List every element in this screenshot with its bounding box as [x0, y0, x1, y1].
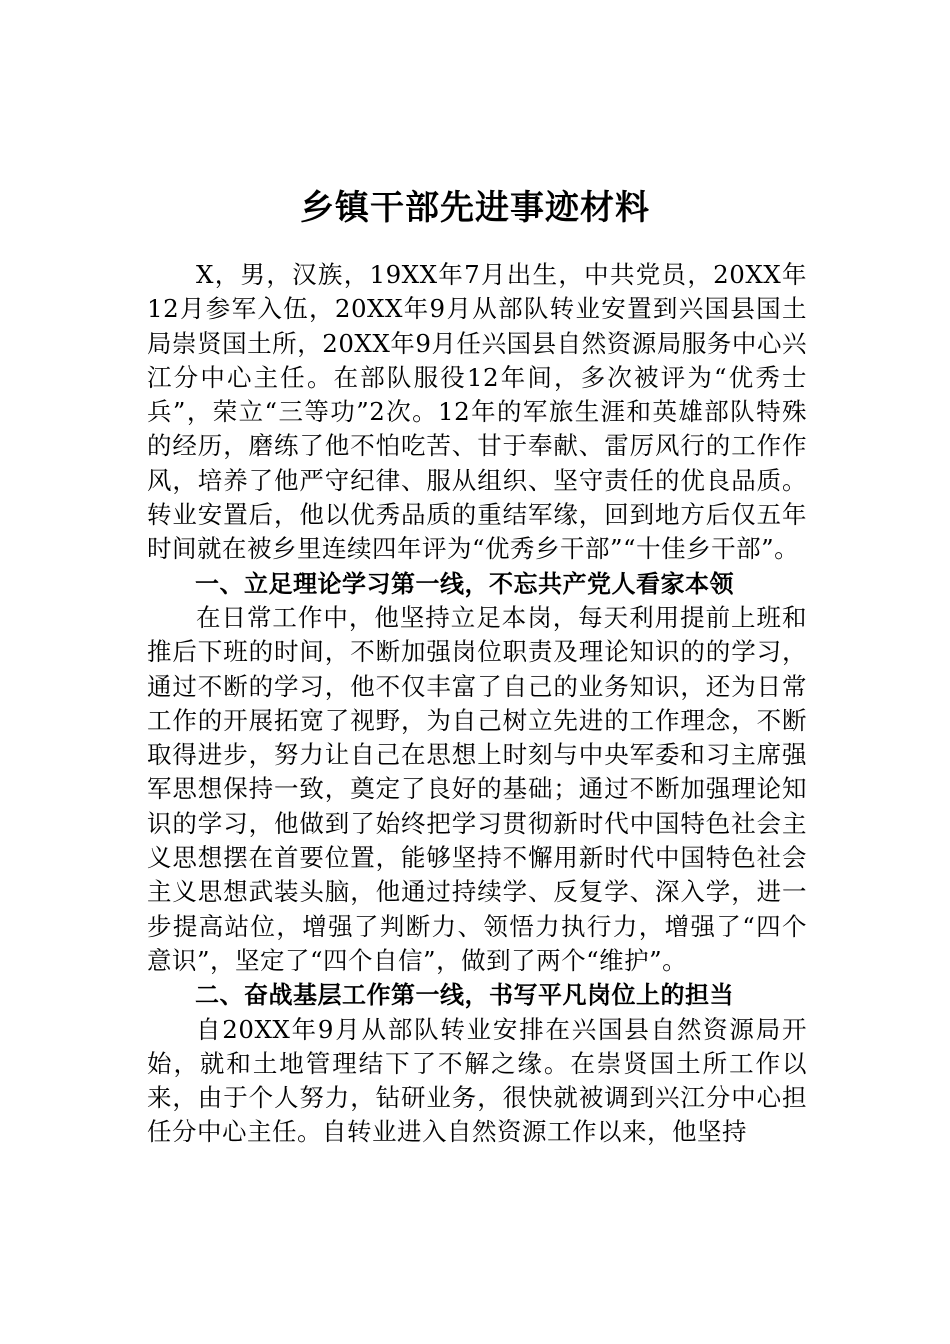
- section-heading-2: 二、奋战基层工作第一线，书写平凡岗位上的担当: [195, 981, 734, 1010]
- section-paragraph-2: 自20XX年9月从部队转业安排在兴国县自然资源局开始，就和土地管理结下了不解之缘。在崇贤国土所工作以来，由于个人努力，钻研业务，很快就被调到兴江分中心担任分中心主任。自转业进入自然资源工作以来，他坚持: [147, 1014, 807, 1147]
- section-paragraph-1: 在日常工作中，他坚持立足本岗，每天利用提前上班和推后下班的时间，不断加强岗位职责及理论知识的的学习，通过不断的学习，他不仅丰富了自己的业务知识，还为日常工作的开展拓宽了视野，为自己树立先进的工作理念，不断取得进步，努力让自己在思想上时刻与中央军委和习主席强军思想保持一致，奠定了良好的基础；通过不断加强理论知识的学习，他做到了始终把学习贯彻新时代中国特色社会主义思想摆在首要位置，能够坚持不懈用新时代中国特色社会主义思想武装头脑，他通过持续学、反复学、深入学，进一步提高站位，增强了判断力、领悟力执行力，增强了“四个意识”，坚定了“四个自信”，做到了两个“维护”。: [147, 602, 807, 975]
- intro-paragraph: X，男，汉族，19XX年7月出生，中共党员，20XX年12月参军入伍，20XX年9月从部队转业安置到兴国县国土局崇贤国土所，20XX年9月任兴国县自然资源局服务中心兴江分中心主任。在部队服役12年间，多次被评为“优秀士兵”，荣立“三等功”2次。12年的军旅生涯和英雄部队特殊的经历，磨练了他不怕吃苦、甘于奉献、雷厉风行的工作作风，培养了他严守纪律、服从组织、坚守责任的优良品质。转业安置后，他以优秀品质的重结军缘，回到地方后仅五年时间就在被乡里连续四年评为“优秀乡干部”“十佳乡干部”。: [147, 260, 807, 564]
- document-body: [147, 258, 807, 1150]
- section-heading-1: 一、立足理论学习第一线，不忘共产党人看家本领: [195, 569, 734, 598]
- document-title: 乡镇干部先进事迹材料: [300, 187, 650, 228]
